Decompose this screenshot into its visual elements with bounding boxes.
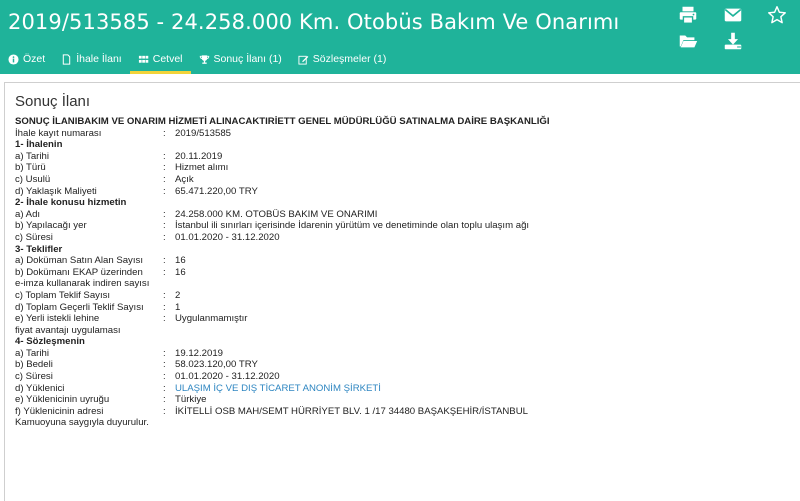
- field-value: 1: [175, 301, 181, 313]
- colon: :: [163, 162, 166, 174]
- field-label: a) Doküman Satın Alan Sayısı: [15, 255, 143, 267]
- field-row: [15, 371, 550, 383]
- field-value: Hizmet alımı: [175, 162, 229, 174]
- field-label: c) Süresi: [15, 371, 53, 383]
- field-label: d) Toplam Geçerli Teklif Sayısı: [15, 301, 144, 313]
- page-title: 2019/513585 - 24.258.000 Km. Otobüs Bakım Ve Onarımı: [8, 10, 620, 34]
- tab-bar: [0, 44, 394, 74]
- field-value: 24.258.000 KM. OTOBÜS BAKIM VE ONARIMI: [175, 208, 378, 220]
- field-value: İstanbul ili sınırları içerisinde İdarenin yürütüm ve denetiminde olan toplu ulaşım ağı: [175, 220, 530, 232]
- field-value: İKİTELLİ OSB MAH/SEMT HÜRRİYET BLV. 1 /17 34480 BAŞAKŞEHİR/İSTANBUL: [175, 405, 528, 417]
- field-label: b) Türü: [15, 162, 46, 174]
- field-label: a) Tarihi: [15, 150, 49, 162]
- field-label: c) Usulü: [15, 173, 51, 185]
- colon: :: [163, 394, 166, 406]
- tab-label: Sonuç İlanı (1): [213, 53, 282, 65]
- edit-icon: [298, 54, 309, 65]
- section-title: 2- İhale konusu hizmetin: [15, 197, 127, 209]
- field-label: b) Dokümanı EKAP üzerinden: [15, 266, 143, 278]
- tab-cetvel[interactable]: [130, 44, 191, 74]
- field-row: [15, 186, 550, 198]
- colon: :: [163, 405, 166, 417]
- field-value: 65.471.220,00 TRY: [175, 185, 258, 197]
- colon: :: [163, 313, 166, 325]
- field-kayit-no: [15, 128, 550, 140]
- colon: :: [163, 347, 166, 359]
- tab-label: Özet: [23, 53, 46, 65]
- field-row: [15, 151, 550, 163]
- document-icon: [61, 54, 72, 65]
- field-label: b) Yapılacağı yer: [15, 220, 87, 232]
- colon: :: [163, 266, 166, 278]
- contractor-link[interactable]: ULAŞIM İÇ VE DIŞ TİCARET ANONİM ŞİRKETİ: [175, 382, 381, 394]
- colon: :: [163, 208, 166, 220]
- field-value: 16: [175, 266, 186, 278]
- tab-sozlesmeler[interactable]: [290, 44, 395, 74]
- section-title: 3- Teklifler: [15, 243, 63, 255]
- field-row: [15, 209, 550, 221]
- colon: :: [163, 301, 166, 313]
- field-label-continuation: fiyat avantajı uygulaması: [15, 324, 121, 336]
- field-row: [15, 162, 550, 174]
- field-row: [15, 267, 550, 279]
- colon: :: [163, 220, 166, 232]
- field-row: [15, 359, 550, 371]
- field-value: 01.01.2020 - 31.12.2020: [175, 371, 280, 383]
- field-row: [15, 174, 550, 186]
- field-value: 01.01.2020 - 31.12.2020: [175, 231, 280, 243]
- closing-note: Kamuoyuna saygıyla duyurulur.: [15, 417, 149, 429]
- field-row: [15, 394, 550, 406]
- grid-icon: [138, 54, 149, 65]
- field-value: 19.12.2019: [175, 347, 224, 359]
- section-heading: Sonuç İlanı: [15, 93, 91, 110]
- field-label: d) Yaklaşık Maliyeti: [15, 185, 97, 197]
- field-value: Uygulanmamıştır: [175, 313, 248, 325]
- field-label: e) Yüklenicinin uyruğu: [15, 394, 110, 406]
- field-row: [15, 220, 550, 232]
- field-label: c) Süresi: [15, 231, 53, 243]
- field-label: c) Toplam Teklif Sayısı: [15, 289, 111, 301]
- download-icon[interactable]: [722, 30, 744, 52]
- colon: :: [163, 289, 166, 301]
- field-row: [15, 313, 550, 325]
- field-value: Açık: [175, 173, 194, 185]
- section-title: 4- Sözleşmenin: [15, 336, 85, 348]
- colon: :: [163, 231, 166, 243]
- mail-icon[interactable]: [722, 4, 744, 26]
- field-row: [15, 406, 550, 418]
- colon: :: [163, 359, 166, 371]
- colon: :: [163, 173, 166, 185]
- field-value: 58.023.120,00 TRY: [175, 359, 258, 371]
- tab-label: Cetvel: [152, 53, 183, 65]
- field-row: [15, 302, 550, 314]
- field-label: a) Tarihi: [15, 347, 49, 359]
- print-icon[interactable]: [677, 4, 699, 26]
- field-row: [15, 348, 550, 360]
- info-icon: [8, 54, 19, 65]
- field-row: [15, 290, 550, 302]
- field-value: 20.11.2019: [175, 150, 223, 162]
- colon: :: [163, 185, 166, 197]
- field-label-continuation: e-imza kullanarak indiren sayısı: [15, 278, 150, 290]
- announcement-body: [15, 116, 550, 429]
- field-row: [15, 255, 550, 267]
- field-label: d) Yüklenici: [15, 382, 65, 394]
- colon: :: [163, 382, 166, 394]
- section-title: 1- İhalenin: [15, 139, 63, 151]
- result-announcement-panel: [4, 82, 800, 501]
- tab-label: İhale İlanı: [76, 53, 122, 65]
- tab-ihale-ilani[interactable]: [53, 44, 130, 74]
- trophy-icon: [199, 54, 210, 65]
- colon: :: [163, 127, 166, 139]
- organization-line: SONUÇ İLANIBAKIM VE ONARIM HİZMETİ ALINACAKTIRİETT GENEL MÜDÜRLÜĞÜ SATINALMA DAİRE BAŞKANLIĞI: [15, 116, 550, 127]
- field-label: e) Yerli istekli lehine: [15, 313, 100, 325]
- field-label: a) Adı: [15, 208, 41, 220]
- colon: :: [163, 255, 166, 267]
- star-icon[interactable]: [766, 4, 788, 26]
- field-label: f) Yüklenicinin adresi: [15, 405, 104, 417]
- field-value: 2019/513585: [175, 127, 232, 139]
- field-value: 16: [175, 255, 186, 267]
- field-row: [15, 232, 550, 244]
- field-value: Türkiye: [175, 394, 207, 406]
- colon: :: [163, 150, 166, 162]
- field-row: [15, 383, 550, 395]
- colon: :: [163, 371, 166, 383]
- tab-sonuc-ilani[interactable]: [191, 44, 290, 74]
- field-label: İhale kayıt numarası: [15, 127, 102, 139]
- header-bar: [0, 0, 800, 74]
- field-value: 2: [175, 289, 181, 301]
- field-label: b) Bedeli: [15, 359, 53, 371]
- folder-open-icon[interactable]: [677, 30, 699, 52]
- tab-ozet[interactable]: [0, 44, 53, 74]
- tab-label: Sözleşmeler (1): [312, 53, 387, 65]
